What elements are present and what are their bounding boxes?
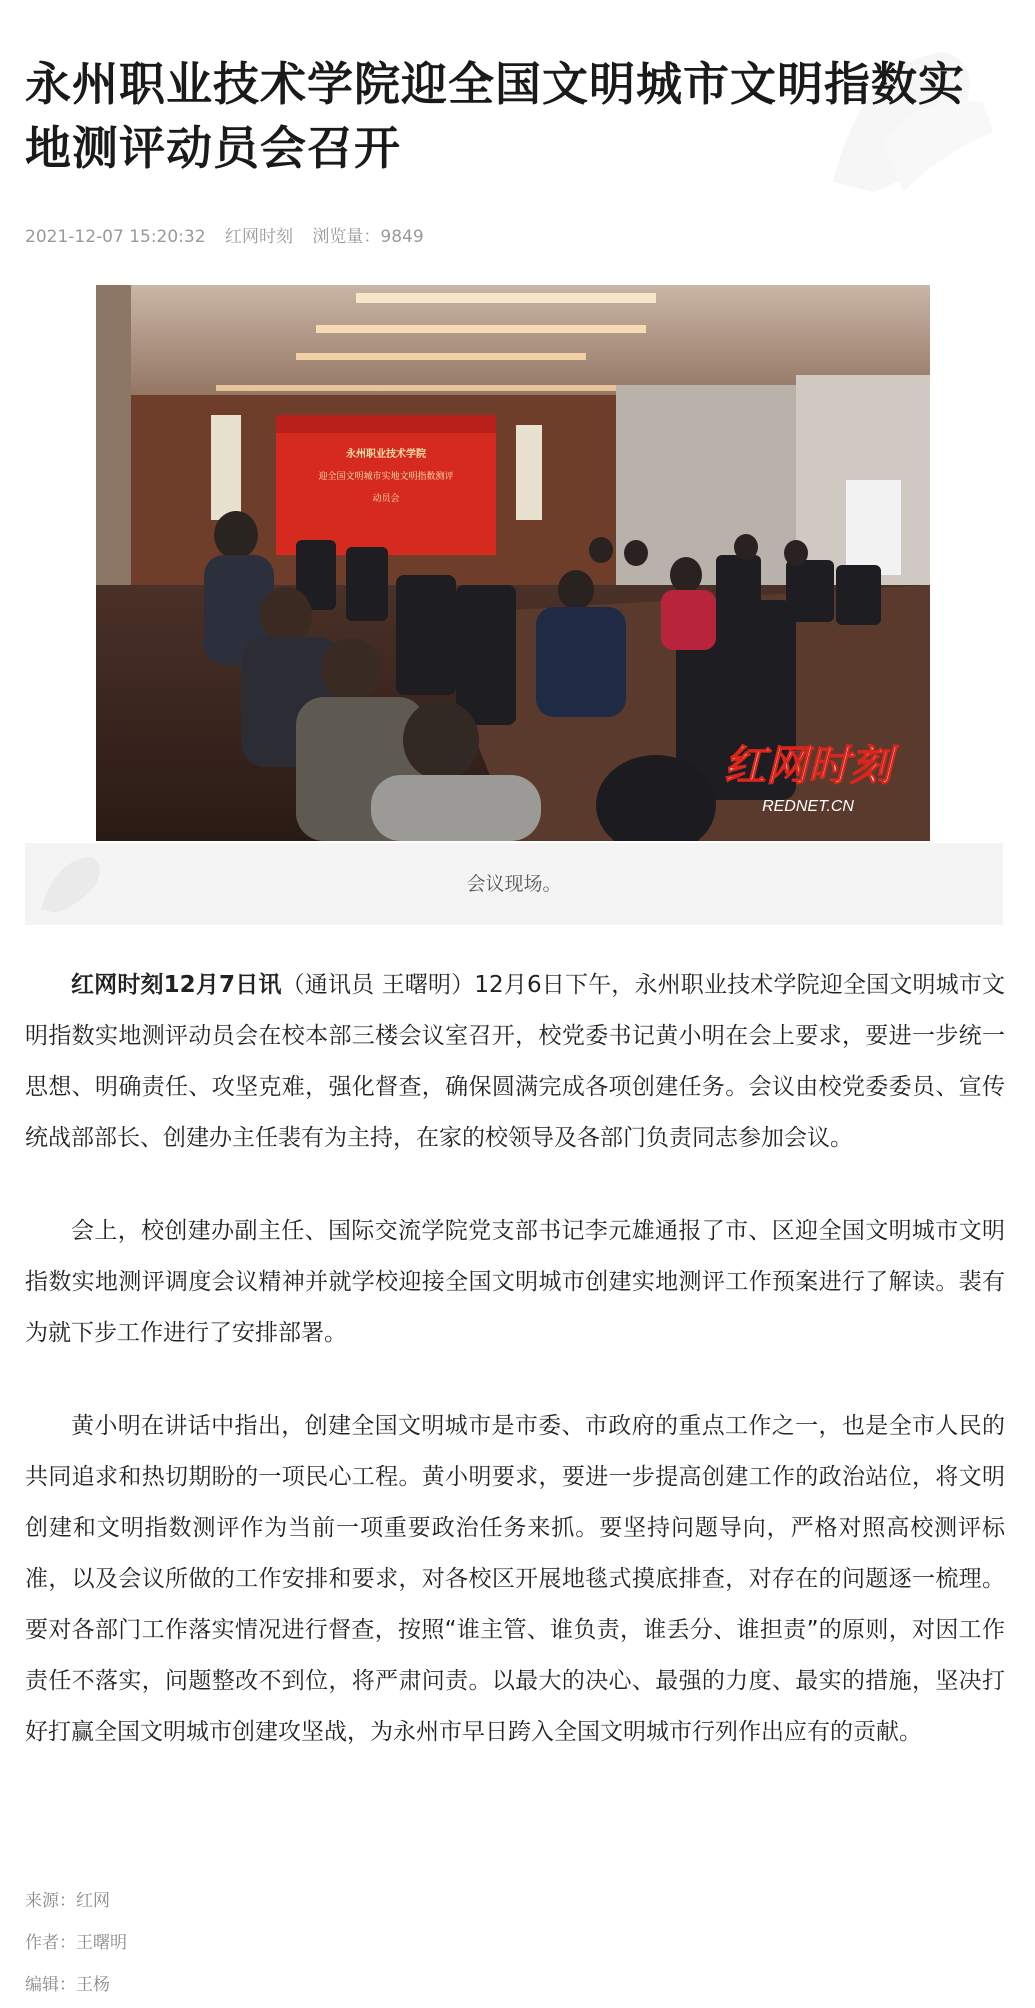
caption-watermark-icon [31, 849, 111, 919]
image-caption: 会议现场。 [466, 873, 562, 895]
article-photo [96, 285, 930, 841]
article-body [25, 960, 1005, 1800]
rednet-logo: 红网时刻 [723, 742, 893, 789]
paragraph-3: 黄小明在讲话中指出，创建全国文明城市是市委、市政府的重点工作之一，也是全市人民的共同追求和热切期盼的一项民心工程。黄小明要求，要进一步提高创建工作的政治站位，将文明创建和文明指数测评作为当前一项重要政治任务来抓。要坚持问题导向，严格对照高校测评标准，以及会议所做的工作安排和要求，对各校区开展地毯式摸底排查，对存在的问题逐一梳理。要对各部门工作落实情况进行督查，按照“谁主管、谁负责，谁丢分、谁担责”的原则，对因工作责任不落实，问题整改不到位，将严肃问责。以最大的决心、最强的力度、最实的措施，坚决打好打赢全国文明城市创建攻坚战，为永州市早日跨入全国文明城市行列作出应有的贡献。 [25, 1413, 1005, 1745]
banner-line-1: 永州职业技术学院 [346, 449, 426, 460]
banner-line-2: 迎全国文明城市实地文明指数测评 [318, 471, 454, 481]
rednet-logo-url: REDNET.CN [762, 798, 854, 815]
paragraph-1 [25, 960, 1005, 1164]
footer-author: 作者：王曙明 [25, 1933, 127, 1953]
source-name: 红网时刻 [224, 227, 293, 247]
image-caption-box [25, 843, 1003, 925]
paragraph-1-text: （通讯员 王曙明）12月6日下午，永州职业技术学院迎全国文明城市文明指数实地测评动员会在校本部三楼会议室召开，校党委书记黄小明在会上要求，要进一步统一思想、明确责任、攻坚克难，强化督查，确保圆满完成各项创建任务。会议由校党委委员、宣传统战部部长、创建办主任裴有为主持，在家的校领导及各部门负责同志参加会议。 [25, 972, 1006, 1151]
dateline: 红网时刻12月7日讯 [71, 972, 282, 998]
publish-datetime: 2021-12-07 15:20:32 [25, 227, 206, 247]
meeting-photo [96, 285, 930, 841]
view-count-label: 浏览量： [312, 227, 381, 247]
article-title: 永州职业技术学院迎全国文明城市文明指数实地测评动员会召开 [25, 57, 965, 175]
banner-line-3: 动员会 [372, 493, 400, 503]
article-footer [25, 1886, 127, 2008]
view-count-value: 9849 [380, 227, 424, 247]
view-count [312, 227, 423, 247]
footer-editor: 编辑：王杨 [25, 1975, 110, 1995]
paragraph-2: 会上，校创建办副主任、国际交流学院党支部书记李元雄通报了市、区迎全国文明城市文明指数实地测评调度会议精神并就学校迎接全国文明城市创建实地测评工作预案进行了解读。裴有为就下步工作进行了安排部署。 [25, 1218, 1005, 1346]
footer-source: 来源：红网 [25, 1891, 110, 1911]
article-meta [25, 222, 438, 247]
